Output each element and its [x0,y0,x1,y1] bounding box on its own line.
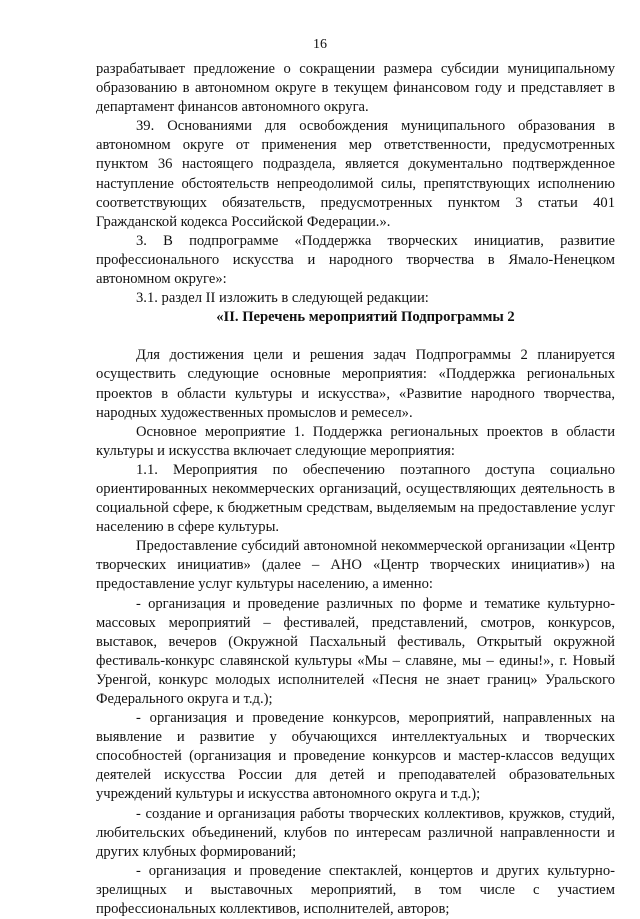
paragraph-item-39: 39. Основаниями для освобождения муниципального образования в автономном округе от применения мер ответственности, предусмотренных пунктом 36 настоящего подраздела, является документально подтвержденное наступление обстоятельств непреодолимой силы, препятствующих исполнению соответствующих обязательств, предусмотренных пунктом 3 статьи 401 Гражданской кодекса Российской Федерации.». [96,118,615,230]
page-number: 16 [313,37,327,52]
paragraph-item-3-1: 3.1. раздел II изложить в следующей редакции: [136,290,429,307]
paragraph-main-activity-1: Основное мероприятие 1. Поддержка региональных проектов в области культуры и искусства включает следующие мероприятия: [96,423,615,459]
paragraph-activity-1-1: 1.1. Мероприятия по обеспечению поэтапного доступа социально ориентированных некоммерческих организаций, осуществляющих деятельность в социальной сфере, к бюджетным средствам, выделяемым на предоставление услуг населению в сфере культуры. [96,461,615,536]
spacer [96,327,615,346]
list-item-cultural-events: - организация и проведение различных по форме и тематике культурно-массовых мероприятий – фестивалей, представлений, смотров, конкурсов, выставок, вечеров (Окружной Пасхальный фестиваль, Открытый окружной фестиваль-конкурс славянской культуры «Мы – славяне, мы – едины!», г. Новый Уренгой, конкурс молодых исполнителей «Песня не знает границ» Уральского Федерального округа и т.д.); [96,595,615,707]
list-item-creative-groups: - создание и организация работы творческих коллективов, кружков, студий, любительских объединений, клубов по интересам различной направленности и других клубных формирований; [96,805,615,860]
section-heading: «II. Перечень мероприятий Подпрограммы 2 [216,309,515,326]
paragraph-item-3: 3. В подпрограмме «Поддержка творческих инициатив, развитие профессионального искусства и народного творчества в Ямало-Ненецком автономном округе»: [96,232,615,288]
list-item-contests: - организация и проведение конкурсов, мероприятий, направленных на выявление и развитие у обучающихся интеллектуальных и творческих способностей (организация и проведение конкурсов и мастер-классов ведущих деятелей искусства России для детей и преподавателей образовательных учреждений культуры и искусства автономного округа и т.д.); [96,710,615,803]
paragraph-subsidies: Предоставление субсидий автономной некоммерческой организации «Центр творческих инициатив» (далее – АНО «Центр творческих инициатив») на предоставление услуг культуры населению, а именно: [96,538,615,593]
document-body [96,60,615,919]
paragraph-continuation: разрабатывает предложение о сокращении размера субсидии муниципальному образованию в автономном округе в текущем финансовом году и представляет в департамент финансов автономного округа. [96,61,615,116]
list-item-performances: - организация и проведение спектаклей, концертов и других культурно-зрелищных и выставочных мероприятий, в том числе с участием профессиональных коллективов, исполнителей, авторов; [96,862,615,918]
paragraph-goal: Для достижения цели и решения задач Подпрограммы 2 планируется осуществить следующие основные мероприятия: «Поддержка региональных проектов в области культуры и искусства», «Развитие народного творчества, народных художественных промыслов и ремесел». [96,347,615,421]
